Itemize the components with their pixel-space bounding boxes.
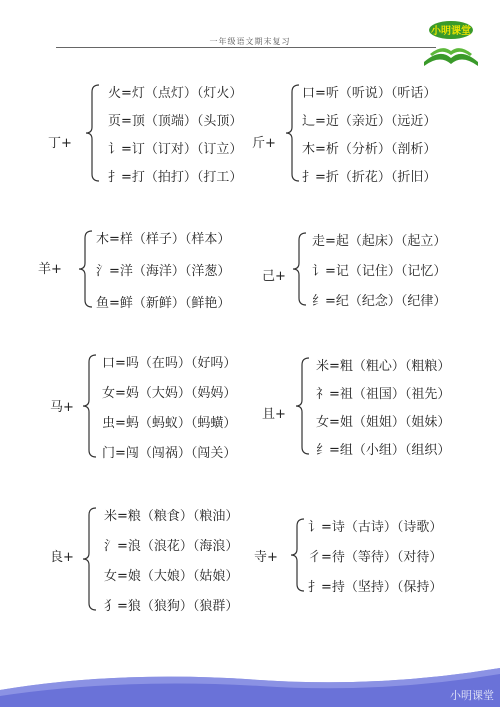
- root-character: 羊+: [38, 262, 62, 277]
- word-item: 门=闯（闯祸）（闯关）: [102, 446, 237, 461]
- brace-icon: [82, 507, 98, 611]
- footer-decoration: [0, 660, 500, 707]
- word-item: 纟=组（小组）（组织）: [316, 443, 451, 458]
- word-item: 辶=近（亲近）（远近）: [302, 114, 437, 129]
- header-divider: [56, 47, 436, 48]
- word-item: 女=姐（姐姐）（姐妹）: [316, 415, 451, 430]
- word-item: 木=样（样子）（样本）: [96, 232, 231, 247]
- brace-icon: [85, 84, 101, 182]
- word-item: 走=起（起床）（起立）: [312, 234, 447, 249]
- root-character: 寺+: [254, 550, 278, 565]
- word-item: 鱼=鲜（新鲜）（鲜艳）: [96, 296, 231, 311]
- word-item: 火=灯（点灯）（灯火）: [108, 86, 243, 101]
- word-item: 讠=记（记住）（记忆）: [312, 264, 447, 279]
- word-item: 礻=祖（祖国）（祖先）: [316, 387, 451, 402]
- word-item: 木=析（分析）（剖析）: [302, 142, 437, 157]
- word-item: 女=妈（大妈）（妈妈）: [102, 386, 237, 401]
- page-title: 一年级语文期末复习: [209, 37, 291, 46]
- root-character: 斤+: [252, 136, 276, 151]
- word-item: 页=顶（顶端）（头顶）: [108, 114, 243, 129]
- brace-icon: [78, 230, 94, 308]
- word-item: 讠=订（订对）（订立）: [108, 142, 243, 157]
- brace-icon: [285, 84, 301, 182]
- word-item: 扌=打（拍打）（打工）: [108, 170, 243, 185]
- word-item: 氵=浪（浪花）（海浪）: [104, 539, 239, 554]
- root-character: 马+: [50, 400, 74, 415]
- word-item: 女=娘（大娘）（姑娘）: [104, 569, 239, 584]
- word-item: 米=粗（粗心）（粗粮）: [316, 359, 451, 374]
- logo: [420, 18, 482, 68]
- brace-icon: [292, 232, 308, 306]
- word-item: 氵=洋（海洋）（洋葱）: [96, 264, 231, 279]
- root-character: 且+: [262, 407, 286, 422]
- root-character: 良+: [50, 550, 74, 565]
- root-character: 丁+: [48, 136, 72, 151]
- word-item: 彳=待（等待）（对待）: [308, 550, 443, 565]
- word-item: 米=粮（粮食）（粮油）: [104, 509, 239, 524]
- word-item: 虫=蚂（蚂蚁）（蚂蟥）: [102, 416, 237, 431]
- brace-icon: [290, 518, 306, 592]
- watermark: 小明课堂: [450, 689, 494, 702]
- word-item: 扌=折（折花）（折旧）: [302, 170, 437, 185]
- word-item: 犭=狼（狼狗）（狼群）: [104, 599, 239, 614]
- word-item: 口=听（听说）（听话）: [302, 86, 437, 101]
- brace-icon: [295, 357, 311, 455]
- logo-text: 小明课堂: [431, 26, 471, 37]
- word-item: 口=吗（在吗）（好吗）: [102, 356, 237, 371]
- root-character: 己+: [262, 269, 286, 284]
- word-item: 纟=纪（纪念）（纪律）: [312, 294, 447, 309]
- word-item: 讠=诗（古诗）（诗歌）: [308, 520, 443, 535]
- brace-icon: [82, 354, 98, 458]
- word-item: 扌=持（坚持）（保持）: [308, 580, 443, 595]
